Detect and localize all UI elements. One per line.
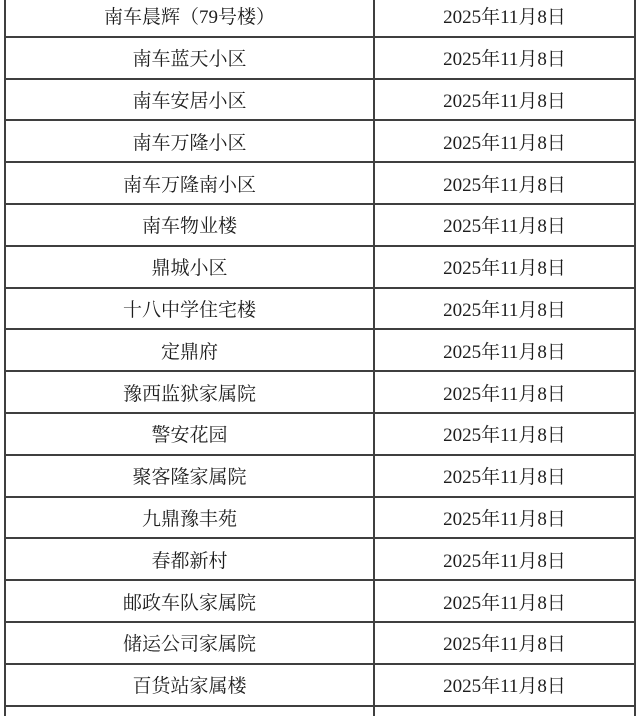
table-row <box>5 162 635 204</box>
community-name-cell: 春都新村 <box>5 538 374 580</box>
table-row <box>5 246 635 288</box>
table-row <box>5 288 635 330</box>
community-name-cell: 南车蓝天小区 <box>5 37 374 79</box>
community-name-cell: 九鼎豫丰苑 <box>5 497 374 539</box>
table-row <box>5 0 635 37</box>
table-row-partial <box>5 706 635 716</box>
community-name-cell: 南车晨辉（79号楼） <box>5 0 374 37</box>
date-cell: 2025年11月8日 <box>374 538 635 580</box>
date-cell: 2025年11月8日 <box>374 329 635 371</box>
date-cell: 2025年11月8日 <box>374 79 635 121</box>
community-name-cell: 南车万隆小区 <box>5 120 374 162</box>
date-cell: 2025年11月8日 <box>374 246 635 288</box>
table-row <box>5 371 635 413</box>
community-name-cell: 南车物业楼 <box>5 204 374 246</box>
date-cell: 2025年11月8日 <box>374 580 635 622</box>
table-row <box>5 622 635 664</box>
table-row <box>5 120 635 162</box>
table-row <box>5 37 635 79</box>
table-row <box>5 79 635 121</box>
date-cell: 2025年11月8日 <box>374 120 635 162</box>
table-row <box>5 497 635 539</box>
community-name-cell: 储运公司家属院 <box>5 622 374 664</box>
date-cell: 2025年11月8日 <box>374 455 635 497</box>
community-name-cell: 邮政车队家属院 <box>5 580 374 622</box>
community-name-cell: 南车万隆南小区 <box>5 162 374 204</box>
date-cell: 2025年11月8日 <box>374 497 635 539</box>
community-name-cell: 警安花园 <box>5 413 374 455</box>
table-row <box>5 329 635 371</box>
table-row <box>5 538 635 580</box>
date-cell: 2025年11月8日 <box>374 413 635 455</box>
date-cell <box>374 706 635 716</box>
table-row <box>5 455 635 497</box>
date-cell: 2025年11月8日 <box>374 622 635 664</box>
community-name-cell: 豫西监狱家属院 <box>5 371 374 413</box>
community-date-table <box>4 0 636 716</box>
community-name-cell: 南车安居小区 <box>5 79 374 121</box>
table-row <box>5 204 635 246</box>
date-cell: 2025年11月8日 <box>374 204 635 246</box>
table-row <box>5 580 635 622</box>
community-name-cell: 鼎城小区 <box>5 246 374 288</box>
date-cell: 2025年11月8日 <box>374 371 635 413</box>
table-row <box>5 664 635 706</box>
community-name-cell <box>5 706 374 716</box>
date-cell: 2025年11月8日 <box>374 664 635 706</box>
table-row <box>5 413 635 455</box>
community-name-cell: 十八中学住宅楼 <box>5 288 374 330</box>
community-name-cell: 定鼎府 <box>5 329 374 371</box>
date-cell: 2025年11月8日 <box>374 288 635 330</box>
community-name-cell: 聚客隆家属院 <box>5 455 374 497</box>
date-cell: 2025年11月8日 <box>374 37 635 79</box>
community-name-cell: 百货站家属楼 <box>5 664 374 706</box>
date-cell: 2025年11月8日 <box>374 0 635 37</box>
date-cell: 2025年11月8日 <box>374 162 635 204</box>
